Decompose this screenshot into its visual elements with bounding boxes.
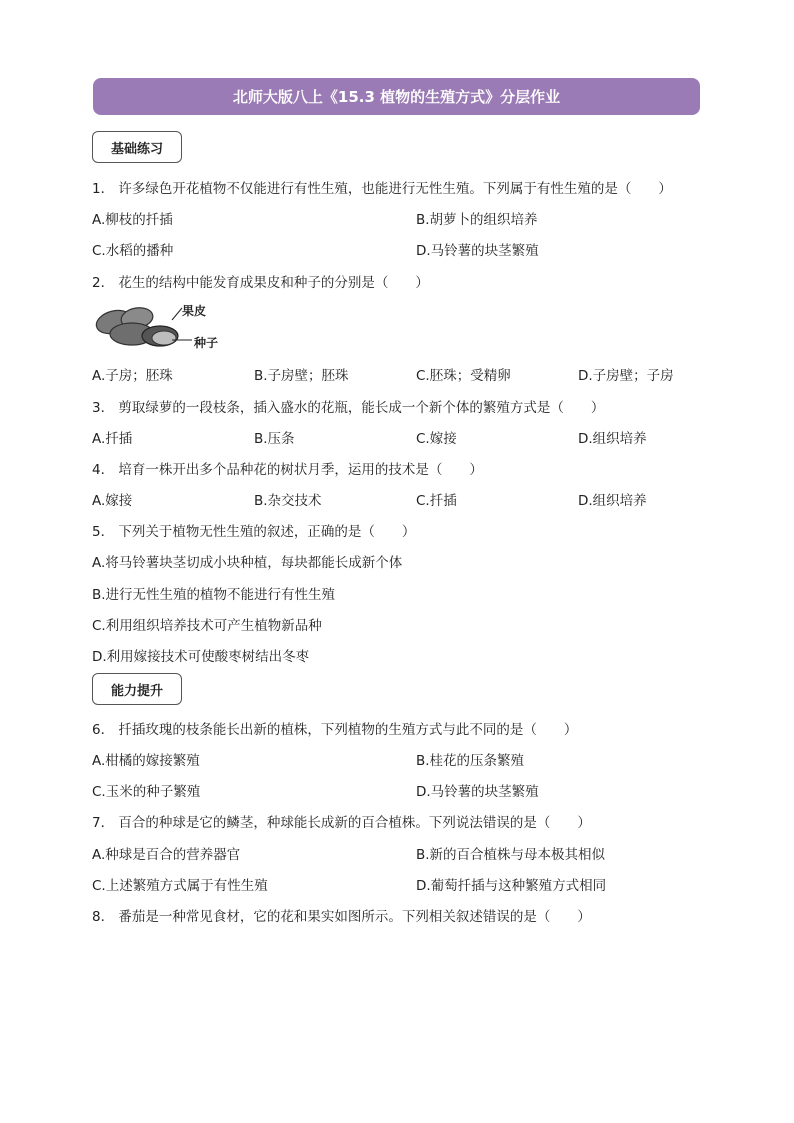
question-4-option-d: D.组织培养 bbox=[578, 493, 647, 509]
question-3-option-c: C.嫁接 bbox=[416, 431, 457, 447]
question-7-stem: 7． 百合的种球是它的鳞茎，种球能长成新的百合植株。下列说法错误的是（ ） bbox=[92, 815, 591, 831]
question-5-stem: 5． 下列关于植物无性生殖的叙述，正确的是（ ） bbox=[92, 524, 416, 540]
question-7-option-c: C.上述繁殖方式属于有性生殖 bbox=[92, 878, 268, 894]
question-7-option-d: D.葡萄扦插与这种繁殖方式相同 bbox=[416, 878, 607, 894]
question-3-stem: 3． 剪取绿萝的一段枝条，插入盛水的花瓶，能长成一个新个体的繁殖方式是（ ） bbox=[92, 400, 605, 416]
question-3-option-a: A.扦插 bbox=[92, 431, 133, 447]
section-basic-label: 基础练习 bbox=[92, 131, 182, 163]
question-1-option-d: D.马铃薯的块茎繁殖 bbox=[416, 243, 539, 259]
question-2-stem: 2． 花生的结构中能发育成果皮和种子的分别是（ ） bbox=[92, 275, 429, 291]
question-3-option-d: D.组织培养 bbox=[578, 431, 647, 447]
question-6-option-d: D.马铃薯的块茎繁殖 bbox=[416, 784, 539, 800]
question-4-option-b: B.杂交技术 bbox=[254, 493, 322, 509]
section-advanced-label: 能力提升 bbox=[92, 673, 182, 705]
question-1-stem: 1． 许多绿色开花植物不仅能进行有性生殖，也能进行无性生殖。下列属于有性生殖的是（ ） bbox=[92, 181, 672, 197]
question-7-option-a: A.种球是百合的营养器官 bbox=[92, 847, 241, 863]
figure-label-seed: 种子 bbox=[194, 336, 219, 350]
question-1-option-b: B.胡萝卜的组织培养 bbox=[416, 212, 538, 228]
question-8-stem: 8． 番茄是一种常见食材，它的花和果实如图所示。下列相关叙述错误的是（ ） bbox=[92, 909, 591, 925]
question-3-option-b: B.压条 bbox=[254, 431, 295, 447]
question-4-stem: 4． 培育一株开出多个品种花的树状月季，运用的技术是（ ） bbox=[92, 462, 483, 478]
question-1-option-c: C.水稻的播种 bbox=[92, 243, 174, 259]
question-5-option-c: C.利用组织培养技术可产生植物新品种 bbox=[92, 618, 322, 634]
question-6-option-b: B.桂花的压条繁殖 bbox=[416, 753, 525, 769]
question-2-option-d: D.子房壁；子房 bbox=[578, 368, 674, 384]
question-7-option-b: B.新的百合植株与母本极其相似 bbox=[416, 847, 606, 863]
question-6-option-c: C.玉米的种子繁殖 bbox=[92, 784, 201, 800]
question-6-stem: 6． 扦插玫瑰的枝条能长出新的植株，下列植物的生殖方式与此不同的是（ ） bbox=[92, 722, 578, 738]
question-5-option-a: A.将马铃薯块茎切成小块种植，每块都能长成新个体 bbox=[92, 555, 403, 571]
question-2-option-c: C.胚珠；受精卵 bbox=[416, 368, 511, 384]
question-1-option-a: A.柳枝的扦插 bbox=[92, 212, 173, 228]
figure-label-pericarp: 果皮 bbox=[182, 304, 207, 318]
question-4-option-a: A.嫁接 bbox=[92, 493, 133, 509]
question-2-option-a: A.子房；胚珠 bbox=[92, 368, 173, 384]
question-5-option-d: D.利用嫁接技术可使酸枣树结出冬枣 bbox=[92, 649, 310, 665]
question-2-option-b: B.子房壁；胚珠 bbox=[254, 368, 349, 384]
question-5-option-b: B.进行无性生殖的植物不能进行有性生殖 bbox=[92, 587, 336, 603]
question-4-option-c: C.扦插 bbox=[416, 493, 457, 509]
question-6-option-a: A.柑橘的嫁接繁殖 bbox=[92, 753, 200, 769]
page-title: 北师大版八上《15.3 植物的生殖方式》分层作业 bbox=[93, 78, 700, 115]
